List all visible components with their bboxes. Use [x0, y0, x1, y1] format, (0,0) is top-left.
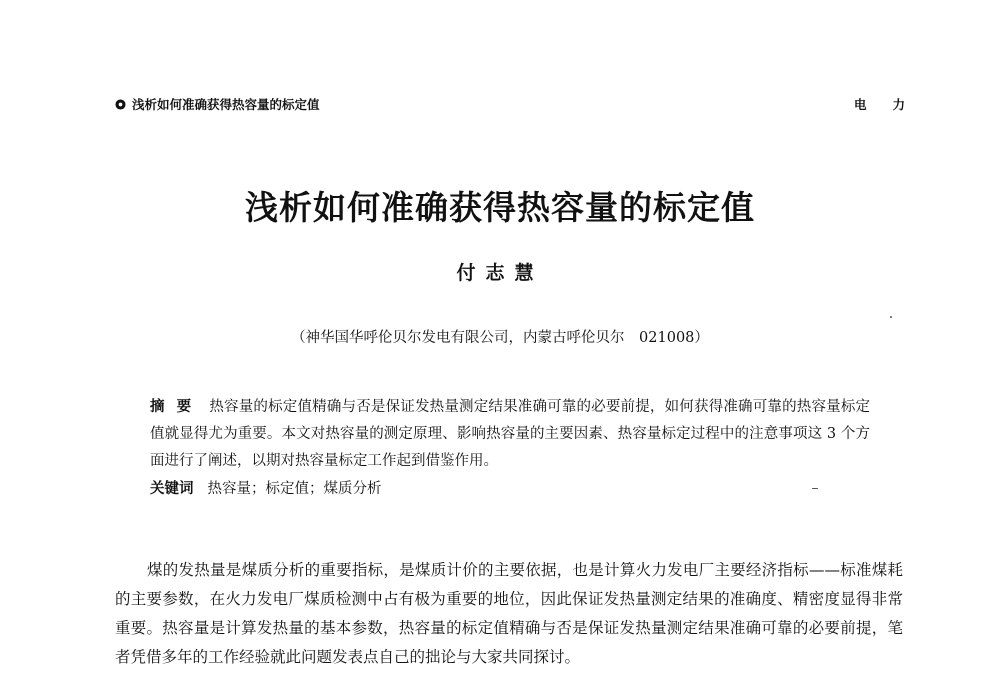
author-affiliation: （神华国华呼伦贝尔发电有限公司，内蒙古呼伦贝尔 021008） — [291, 330, 709, 346]
keywords-label: 关键词 — [150, 481, 194, 497]
journal-name: 电力 — [853, 97, 931, 112]
running-head — [115, 94, 931, 114]
keywords-line — [150, 476, 870, 503]
abstract-section — [150, 394, 870, 503]
abstract-text: 热容量的标定值精确与否是保证发热量测定结果准确可靠的必要前提，如何获得准确可靠的热容量标定值就显得尤为重要。本文对热容量的测定原理、影响热容量的主要因素、热容量标定过程中的注意事项这 3 个方面进行了阐述，以期对热容量标定工作起到借鉴作用。 — [150, 399, 871, 469]
filled-circle-bullet-icon — [115, 99, 126, 110]
running-head-left — [115, 95, 320, 113]
body-paragraph: 煤的发热量是煤质分析的重要指标，是煤质计价的主要依据，也是计算火力发电厂主要经济指标——标准煤耗的主要参数，在火力发电厂煤质检测中占有极为重要的地位，因此保证发热量测定结果的准确度、精密度显得非常重要。热容量是计算发热量的基本参数，热容量的标定值精确与否是保证发热量测定结果准确可靠的必要前提，笔者凭借多年的工作经验就此问题发表点自己的拙论与大家共同探讨。 — [115, 561, 903, 666]
author-name: 付志慧 — [456, 262, 544, 284]
article-title: 浅析如何准确获得热容量的标定值 — [245, 188, 755, 227]
scan-speck — [812, 488, 818, 489]
abstract-paragraph — [150, 394, 870, 475]
scan-speck — [890, 316, 892, 318]
keywords-text: 热容量；标定值；煤质分析 — [207, 481, 382, 497]
running-head-title: 浅析如何准确获得热容量的标定值 — [132, 97, 320, 112]
abstract-label: 摘要 — [150, 399, 204, 415]
